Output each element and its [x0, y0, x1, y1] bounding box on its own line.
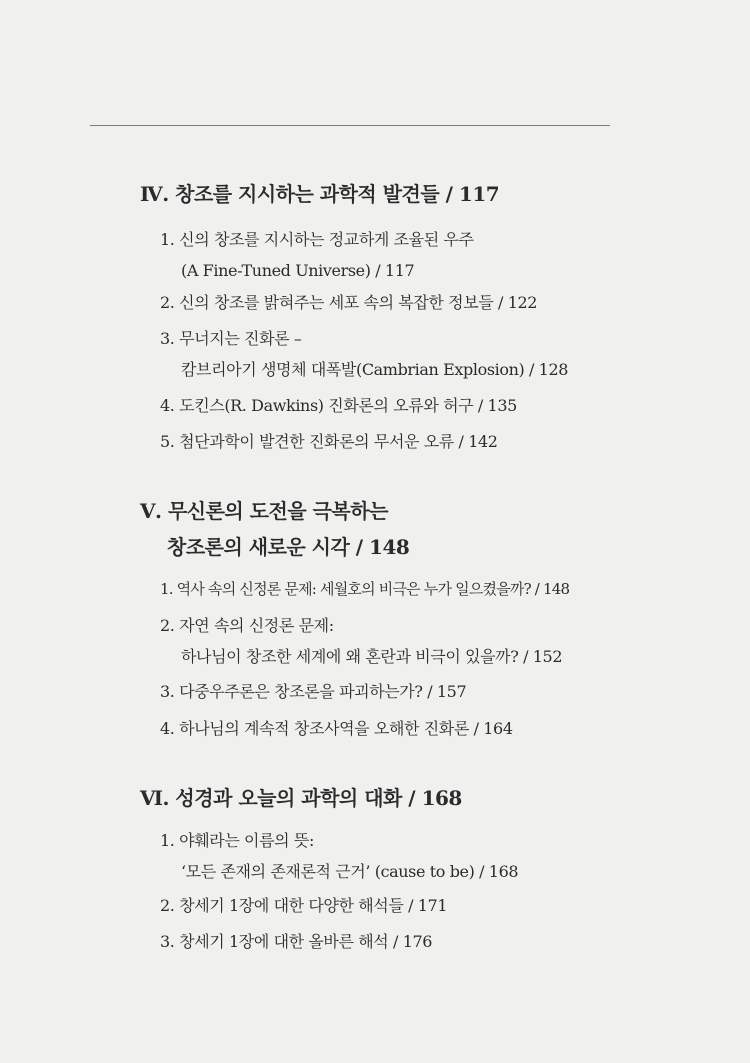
toc-entry-6-3[interactable] [160, 926, 432, 957]
toc-entry-text: 1. 야훼라는 이름의 뜻: [160, 831, 314, 850]
toc-entry-5-4[interactable] [160, 713, 513, 744]
toc-entry-continuation: 하나님이 창조한 세계에 왜 혼란과 비극이 있을까? / 152 [181, 647, 563, 666]
toc-entry-4-2[interactable] [160, 287, 537, 318]
toc-entry-text: 1. 역사 속의 신정론 문제: 세월호의 비극은 누가 일으켰을까? / 148 [160, 580, 570, 598]
toc-entry-4-4[interactable] [160, 390, 517, 421]
toc-entry-5-3[interactable] [160, 676, 466, 707]
toc-entry-4-1[interactable] [160, 224, 474, 286]
section-heading-5 [140, 493, 409, 565]
toc-entry-5-1[interactable] [160, 574, 569, 605]
section-heading-6 [140, 780, 462, 816]
toc-entry-text: 3. 무너지는 진화론 – [160, 329, 302, 348]
toc-entry-text: 2. 자연 속의 신정론 문제: [160, 616, 334, 635]
section-heading-4-text: Ⅳ. 창조를 지시하는 과학적 발견들 / 117 [140, 182, 500, 206]
toc-entry-text: 2. 창세기 1장에 대한 다양한 해석들 / 171 [160, 896, 448, 915]
toc-entry-continuation: (A Fine-Tuned Universe) / 117 [181, 261, 415, 280]
toc-entry-6-2[interactable] [160, 890, 447, 921]
toc-entry-continuation: 캄브리아기 생명체 대폭발(Cambrian Explosion) / 128 [181, 360, 569, 379]
toc-entry-text: 3. 다중우주론은 창조론을 파괴하는가? / 157 [160, 682, 467, 701]
toc-entry-text: 4. 도킨스(R. Dawkins) 진화론의 오류와 허구 / 135 [160, 396, 517, 415]
toc-entry-text: 5. 첨단과학이 발견한 진화론의 무서운 오류 / 142 [160, 432, 498, 451]
toc-entry-text: 1. 신의 창조를 지시하는 정교하게 조율된 우주 [160, 230, 474, 249]
section-heading-4 [140, 176, 499, 212]
toc-entry-6-1[interactable] [160, 825, 518, 887]
toc-entry-4-3[interactable] [160, 323, 568, 385]
toc-entry-continuation: ‘모든 존재의 존재론적 근거’ (cause to be) / 168 [181, 862, 519, 881]
toc-entry-5-2[interactable] [160, 610, 562, 672]
toc-entry-4-5[interactable] [160, 426, 498, 457]
toc-entry-text: 4. 하나님의 계속적 창조사역을 오해한 진화론 / 164 [160, 719, 513, 738]
top-rule [90, 125, 610, 126]
section-heading-6-text: Ⅵ. 성경과 오늘의 과학의 대화 / 168 [140, 786, 462, 810]
section-heading-5-text: Ⅴ. 무신론의 도전을 극복하는 [140, 499, 388, 523]
toc-entry-text: 3. 창세기 1장에 대한 올바른 해석 / 176 [160, 932, 433, 951]
toc-entry-text: 2. 신의 창조를 밝혀주는 세포 속의 복잡한 정보들 / 122 [160, 293, 538, 312]
section-heading-5-line2: 창조론의 새로운 시각 / 148 [167, 535, 410, 559]
